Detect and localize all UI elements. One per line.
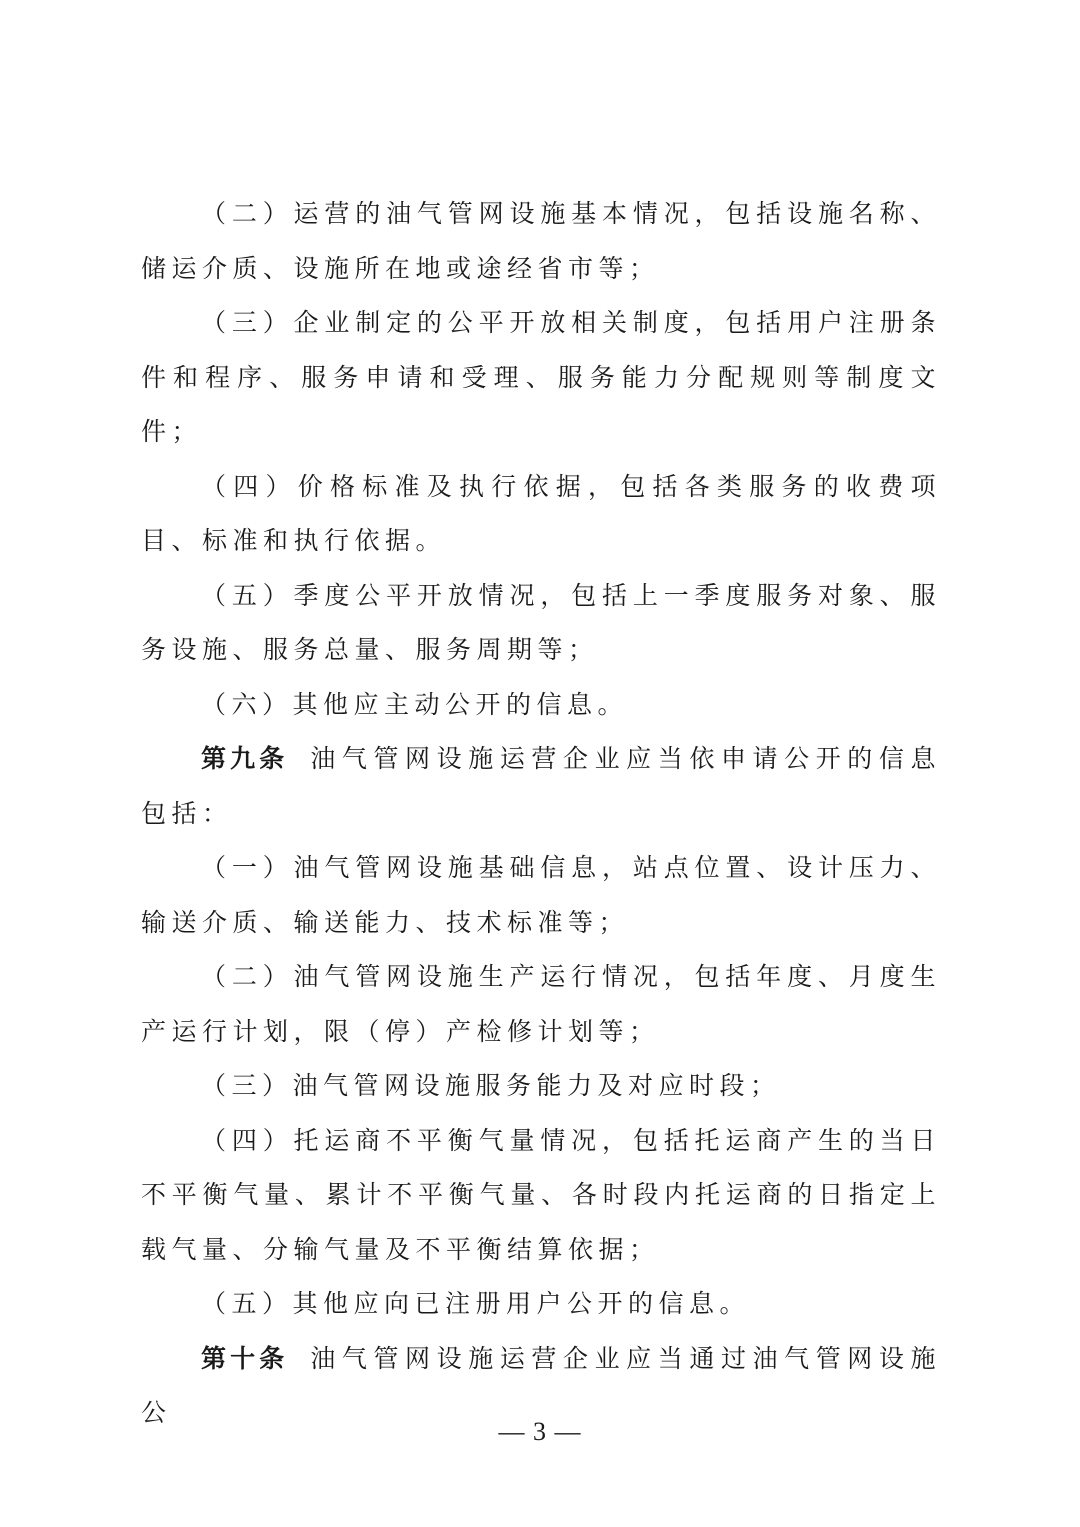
article-paragraph [141, 732, 941, 841]
list-item: （三）油气管网设施服务能力及对应时段； [201, 1071, 781, 1100]
article-heading: 第十条 [201, 1343, 289, 1373]
document-body [141, 187, 941, 1441]
article-heading: 第九条 [201, 744, 289, 773]
list-item: （二）运营的油气管网设施基本情况，包括设施名称、储运介质、设施所在地或途经省市等； [141, 199, 941, 283]
list-item: （一）油气管网设施基础信息，站点位置、设计压力、输送介质、输送能力、技术标准等； [141, 853, 941, 937]
list-item: （三）企业制定的公平开放相关制度，包括用户注册条件和程序、服务申请和受理、服务能力分配规则等制度文件； [141, 308, 941, 446]
list-item: （六）其他应主动公开的信息。 [201, 689, 629, 719]
list-item: （二）油气管网设施生产运行情况，包括年度、月度生产运行计划，限（停）产检修计划等； [141, 962, 941, 1046]
list-item: （五）其他应向已注册用户公开的信息。 [201, 1289, 751, 1318]
article-text: 油气管网设施运营企业应当通过油气管网设施公 [141, 1343, 941, 1427]
list-item: （五）季度公平开放情况，包括上一季度服务对象、服务设施、服务总量、服务周期等； [141, 580, 941, 664]
article-text: 油气管网设施运营企业应当依申请公开的信息包括： [141, 744, 941, 828]
list-item: （四）价格标准及执行依据，包括各类服务的收费项目、标准和执行依据。 [141, 471, 941, 555]
list-item: （四）托运商不平衡气量情况，包括托运商产生的当日不平衡气量、累计不平衡气量、各时段内托运商的日指定上载气量、分输气量及不平衡结算依据； [141, 1125, 941, 1264]
page-number: — 3 — [498, 1417, 582, 1446]
